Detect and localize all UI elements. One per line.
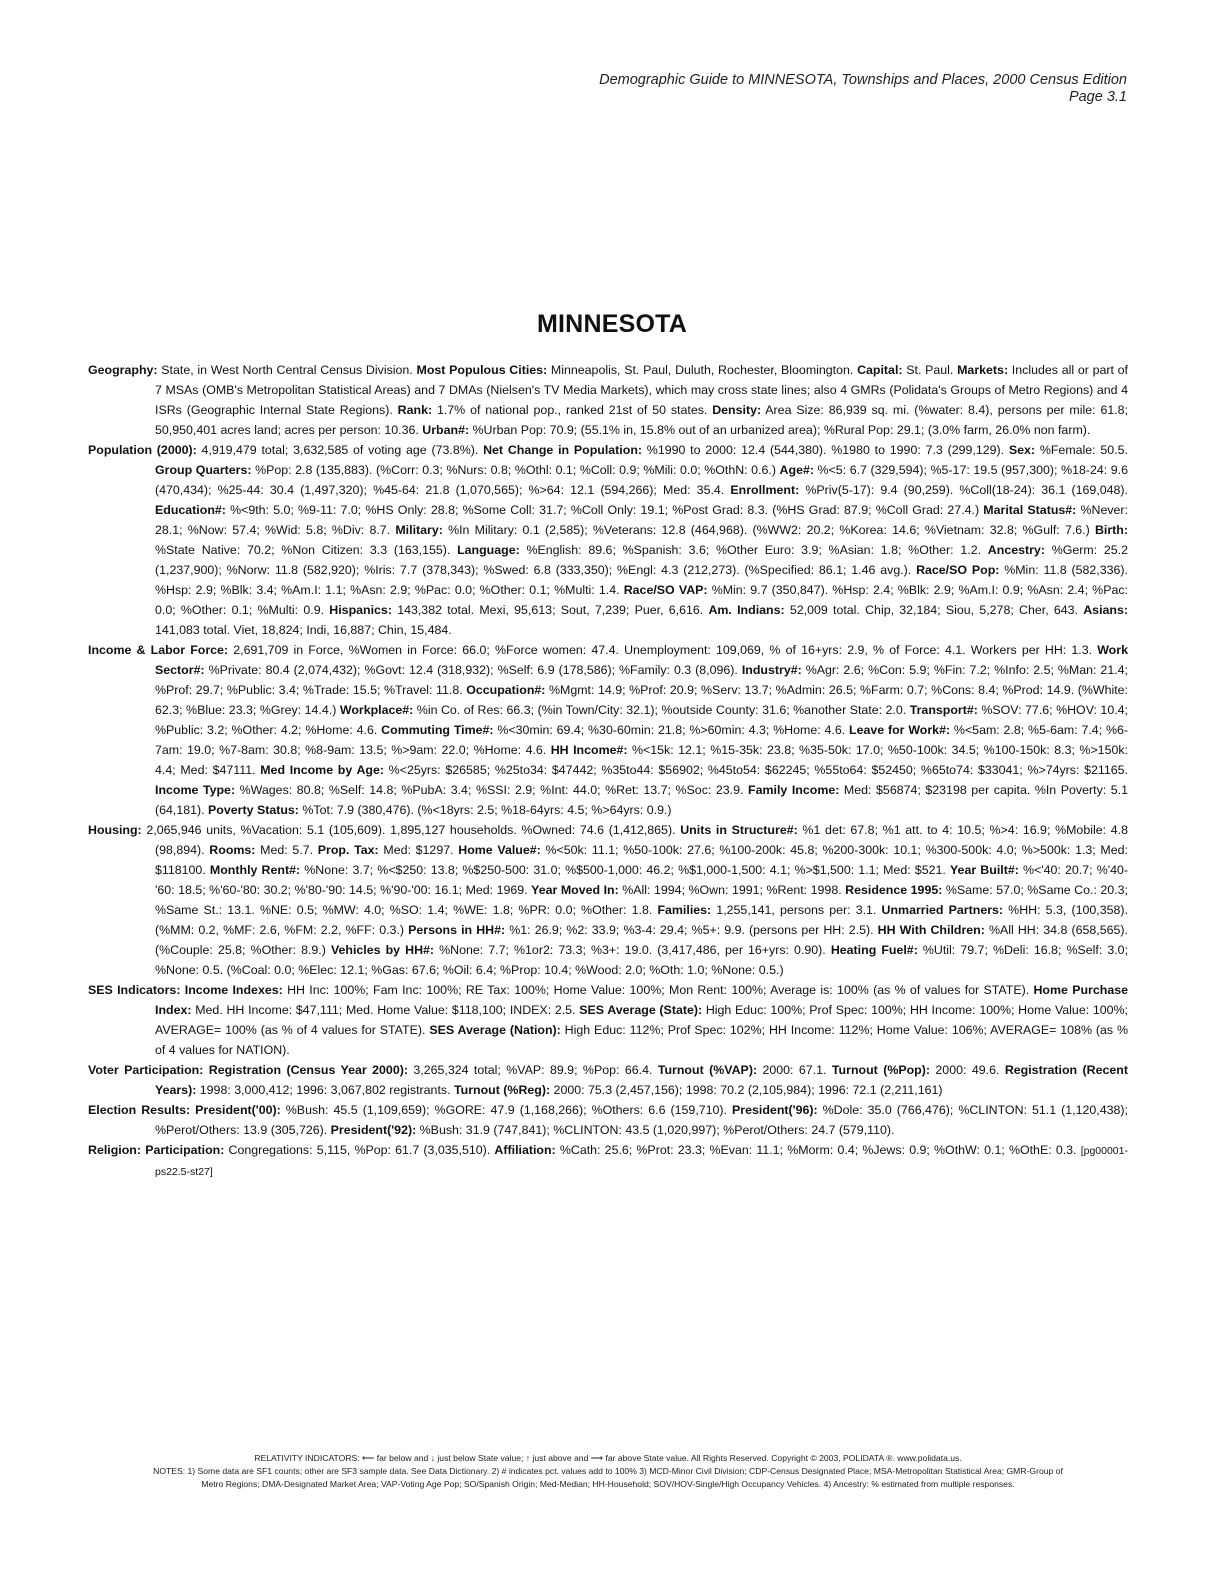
field-label: Military: [395,523,443,537]
field-label: President('92): [330,1123,417,1137]
field-value: %None: 7.7; %1or2: 73.3; %3+: 19.0. (3,417,486, per 16+yrs: 0.90). [434,943,831,957]
field-label: President('96): [732,1103,818,1117]
field-label: Race/SO VAP: [623,583,708,597]
field-value: %1990 to 2000: 12.4 (544,380). %1980 to 1990: 7.3 (299,129). [642,443,1009,457]
field-label: Family Income: [748,783,840,797]
field-label: Capital: [857,363,903,377]
field-value: %1: 26.9; %2: 33.9; %3-4: 29.4; %5+: 9.9. (persons per HH: 2.5). [505,923,878,937]
field-value: %Cath: 25.6; %Prot: 23.3; %Evan: 11.1; %Morm: 0.4; %Jews: 0.9; %OthW: 0.1; %OthE: 0.3. [555,1143,1081,1157]
field-value: Area Size: 86,939 sq. mi. (%water: 8.4), persons per mile: 61.8; 50,950,401 acres land; acres per person: 10.36. [155,403,1128,437]
field-value: 2000: 67.1. [757,1063,832,1077]
field-value: %Bush: 45.5 (1,109,659); %GORE: 47.9 (1,168,266); %Others: 6.6 (159,710). [280,1103,733,1117]
field-label: Language: [457,543,520,557]
field-value: 2000: 75.3 (2,457,156); 1998: 70.2 (2,105,984); 1996: 72.1 (2,211,161) [550,1083,943,1097]
field-value: %Urban Pop: 70.9; (55.1% in, 15.8% out of an urbanized area); %Rural Pop: 29.1; (3.0% farm, 26.0% non farm). [469,423,1091,437]
field-value: %<'40: 20.7; %'40-'60: 18.5; %'60-'80: 30.2; %'80-'90: 14.5; %'90-'00: 16.1; Med: 1969. [155,863,1128,897]
field-value: %Tot: 7.9 (380,476). (%<18yrs: 2.5; %18-64yrs: 4.5; %>64yrs: 0.9.) [298,803,672,817]
section-income-labor-force [88,640,1128,820]
field-value: 141,083 total. Viet, 18,824; Indi, 16,887; Chin, 15,484. [155,623,452,637]
field-value: %in Co. of Res: 66.3; (%in Town/City: 32.1); %outside County: 31.6; %another State: 2.0. [413,703,910,717]
section-voter-participation [88,1060,1128,1100]
field-value: %Never: 28.1; %Now: 57.4; %Wid: 5.8; %Div: 8.7. [155,503,1128,537]
profile-body [88,360,1128,1182]
field-label: Unmarried Partners: [881,903,1004,917]
field-label: Monthly Rent#: [209,863,301,877]
field-value: %Priv(5-17): 9.4 (90,259). %Coll(18-24): 36.1 (169,048). [799,483,1128,497]
field-label: SES Average (Nation): [429,1023,561,1037]
field-value: St. Paul. [902,363,958,377]
field-label: Income Indexes: [184,983,283,997]
field-label: Units in Structure#: [680,823,798,837]
field-value: Minneapolis, St. Paul, Duluth, Rochester, Bloomington. [547,363,858,377]
field-label: Registration (Census Year 2000): [208,1063,408,1077]
field-label: Rooms: [209,843,256,857]
field-label: Commuting Time#: [381,723,494,737]
field-value: High Educ: 100%; Prof Spec: 100%; HH Income: 100%; Home Value: 100%; AVERAGE= 100% (as % of 4 values for STATE). [155,1003,1129,1037]
field-value: %SOV: 77.6; %HOV: 10.4; %Public: 3.2; %Other: 4.2; %Home: 4.6. [155,703,1128,737]
field-value: 2,065,946 units, %Vacation: 5.1 (105,609). 1,895,127 households. %Owned: 74.6 (1,412,865). [146,823,681,837]
field-value: 4,919,479 total; 3,632,585 of voting age (73.8%). [201,443,484,457]
field-value: Med: 5.7. [255,843,318,857]
field-value: %<5: 6.7 (329,594); %5-17: 19.5 (957,300); %18-24: 9.6 (470,434); %25-44: 30.4 (1,497,320); %45-64: 21.8 (1,070,565); %>64: 12.1 (594,266); Med: 35.4. [155,463,1128,497]
field-label: Home Purchase Index: [155,983,1128,1017]
field-value: %Same: 57.0; %Same Co.: 20.3; %Same St.: 13.1. %NE: 0.5; %MW: 4.0; %SO: 1.4; %WE: 1.8; %PR: 0.0; %Other: 1.8. [155,883,1128,917]
field-value: High Educ: 112%; Prof Spec: 102%; HH Income: 112%; Home Value: 106%; AVERAGE= 108% (as % of 4 values for NATION). [155,1023,1128,1057]
footer-notes-continued: Metro Regions; DMA-Designated Market Area; VAP-Voting Age Pop; SO/Spanish Origin; Med-Median; HH-Household; SOV/HOV-Single/High Occupancy Vehicles. 4) Ancestry: % estimated from multiple responses. [201,1479,1015,1489]
field-label: Group Quarters: [155,463,252,477]
field-label: Am. Indians: [708,603,785,617]
field-value: Med: $56874; $23198 per capita. %In Poverty: 5.1 (64,181). [155,783,1128,817]
field-value: %Min: 11.8 (582,336). %Hsp: 2.9; %Blk: 3.4; %Am.I: 1.1; %Asn: 2.9; %Pac: 0.0; %Other: 0.1; %Multi: 1.4. [155,563,1128,597]
section-label: Geography: [88,363,158,377]
field-value: %<5am: 2.8; %5-6am: 7.4; %6-7am: 19.0; %7-8am: 30.8; %8-9am: 13.5; %>9am: 22.0; %Home: 4.6. [155,723,1129,757]
field-value: %Agr: 2.6; %Con: 5.9; %Fin: 7.2; %Info: 2.5; %Man: 21.4; %Prof: 29.7; %Public: 3.4; %Trade: 15.5; %Travel: 11.8. [155,663,1128,697]
page-title: MINNESOTA [537,310,687,338]
field-value: %1 det: 67.8; %1 att. to 4: 10.5; %>4: 16.9; %Mobile: 4.8 (98,894). [155,823,1128,857]
field-label: Markets: [957,363,1009,377]
field-value: 1.7% of national pop., ranked 21st of 50 states. [432,403,713,417]
footer-relativity-indicators: RELATIVITY INDICATORS: ⟵ far below and ↓ just below State value; ↑ just above and ⟶ far above State value. All Rights Reserved. Copyright © 2003, POLIDATA ®. www.polidata.us. [254,1453,962,1463]
field-label: Hispanics: [329,603,392,617]
section-population-2000 [88,440,1128,640]
field-label: Occupation#: [466,683,546,697]
field-value: 3,265,324 total; %VAP: 89.9; %Pop: 66.4. [407,1063,658,1077]
field-label: Age#: [779,463,814,477]
field-value: %All: 1994; %Own: 1991; %Rent: 1998. [618,883,846,897]
section-religion [88,1140,1128,1182]
field-value: %Private: 80.4 (2,074,432); %Govt: 12.4 (318,932); %Self: 6.9 (178,586); %Family: 0.3 (8,096). [204,663,742,677]
field-label: Most Populous Cities: [416,363,548,377]
field-label: Enrollment: [730,483,800,497]
section-election-results [88,1100,1128,1140]
footer-notes: NOTES: 1) Some data are SF1 counts; other are SF3 sample data. See Data Dictionary. 2) # indicates pct. values add to 100% 3) MCD-Minor Civil Division; CDP-Census Designated Place; MSA-Metropolitan Statistical Area; GMR-Group of [153,1466,1063,1476]
field-value: %Pop: 2.8 (135,883). (%Corr: 0.3; %Nurs: 0.8; %Othl: 0.1; %Coll: 0.9; %Mili: 0.0; %OthN: 0.6.) [251,463,780,477]
field-value: %Female: 50.5. [1035,443,1128,457]
field-label: Med Income by Age: [260,763,384,777]
field-label: Urban#: [422,423,470,437]
section-housing [88,820,1128,980]
field-value: %None: 3.7; %<$250: 13.8; %$250-500: 31.0; %$500-1,000: 46.2; %$1,000-1,500: 4.1; %>$1,500: 1.1; Med: $521. [300,863,950,877]
field-label: Registration (Recent Years): [155,1063,1128,1097]
field-label: Participation: [145,1143,225,1157]
field-label: President('00): [195,1103,281,1117]
field-label: Residence 1995: [845,883,943,897]
field-label: Vehicles by HH#: [330,943,435,957]
field-label: Turnout (%Pop): [831,1063,930,1077]
field-label: Year Moved In: [531,883,619,897]
field-label: Rank: [397,403,433,417]
field-label: Turnout (%Reg): [453,1083,551,1097]
field-label: HH With Children: [877,923,985,937]
field-value: %Bush: 31.9 (747,841); %CLINTON: 43.5 (1,020,997); %Perot/Others: 24.7 (579,110). [416,1123,895,1137]
field-value: %Min: 9.7 (350,847). %Hsp: 2.4; %Blk: 2.9; %Am.I: 0.9; %Asn: 2.4; %Pac: 0.0; %Other: 0.1; %Multi: 0.9. [155,583,1128,617]
page-header [599,72,1127,106]
field-label: Marital Status#: [983,503,1077,517]
field-label: HH Income#: [550,743,628,757]
field-value: 52,009 total. Chip, 32,184; Siou, 5,278; Cher, 643. [784,603,1084,617]
section-label: SES Indicators: [88,983,181,997]
field-value: Congregations: 5,115, %Pop: 61.7 (3,035,510). [224,1143,495,1157]
field-value: 143,382 total. Mexi, 95,613; Sout, 7,239; Puer, 6,616. [391,603,709,617]
field-label: Sex: [1008,443,1036,457]
field-label: Poverty Status: [208,803,299,817]
field-label: Workplace#: [339,703,414,717]
field-label: Year Built#: [949,863,1019,877]
section-geography [88,360,1128,440]
field-value: HH Inc: 100%; Fam Inc: 100%; RE Tax: 100%; Home Value: 100%; Mon Rent: 100%; Average is: 100% (as % of values for STATE). [282,983,1034,997]
field-value: %State Native: 70.2; %Non Citizen: 3.3 (163,155). [155,543,458,557]
field-label: Birth: [1094,523,1128,537]
header-page-number: Page 3.1 [1068,89,1127,105]
field-value: 1,255,141, persons per: 3.1. [711,903,882,917]
section-label: Population (2000): [88,443,197,457]
field-value: %English: 89.6; %Spanish: 3.6; %Other Euro: 3.9; %Asian: 1.8; %Other: 1.2. [519,543,988,557]
field-label: Education#: [155,503,226,517]
section-ses-indicators [88,980,1128,1060]
field-label: Ancestry: [987,543,1045,557]
field-label: Race/SO Pop: [916,563,1000,577]
field-value: %<9th: 5.0; %9-11: 7.0; %HS Only: 28.8; %Some Coll: 31.7; %Coll Only: 19.1; %Post Grad: 8.3. (%HS Grad: 87.9; %Coll Grad: 27.4.) [225,503,984,517]
field-value: 1998: 3,000,412; 1996: 3,067,802 registrants. [196,1083,454,1097]
field-value: %<50k: 11.1; %50-100k: 27.6; %100-200k: 45.8; %200-300k: 10.1; %300-500k: 4.0; %>500k: 1.3; Med: $118100. [155,843,1128,877]
field-label: Persons in HH#: [408,923,506,937]
page-footer [88,1452,1128,1491]
field-label: Home Value#: [458,843,541,857]
field-value: Med. HH Income: $47,111; Med. Home Value: $118,100; INDEX: 2.5. [191,1003,580,1017]
section-label: Election Results: [88,1103,191,1117]
field-value: 2000: 49.6. [930,1063,1005,1077]
header-title: Demographic Guide to MINNESOTA, Townships and Places, 2000 Census Edition [599,72,1127,88]
field-label: SES Average (State): [579,1003,703,1017]
section-label: Voter Participation: [88,1063,204,1077]
field-value: %<15k: 12.1; %15-35k: 23.8; %35-50k: 17.0; %50-100k: 34.5; %100-150k: 8.3; %>150k: 4.4; Med: $47111. [155,743,1128,777]
field-label: Income Type: [155,783,236,797]
field-value: Includes all or part of 7 MSAs (OMB's Metropolitan Statistical Areas) and 7 DMAs (Nielsen's TV Media Markets), which may cross state lines; also 4 GMRs (Polidata's Groups of Metro Regions) and 4 ISRs (Geographic Internal State Regions). [155,363,1128,417]
field-label: Leave for Work#: [849,723,951,737]
page-reference: [pg00001-ps22.5-st27] [155,1145,1128,1178]
section-label: Housing: [88,823,142,837]
field-value: %All HH: 34.8 (658,565). (%Couple: 25.8; %Other: 8.9.) [155,923,1128,957]
field-value: State, in West North Central Census Division. [161,363,417,377]
field-label: Prop. Tax: [317,843,379,857]
field-label: Asians: [1083,603,1128,617]
field-label: Net Change in Population: [483,443,643,457]
field-value: %Wages: 80.8; %Self: 14.8; %PubA: 3.4; %SSI: 2.9; %Int: 44.0; %Ret: 13.7; %Soc: 23.9. [235,783,749,797]
field-value: 2,691,709 in Force, %Women in Force: 66.0; %Force women: 47.4. Unemployment: 109,069, % of 16+yrs: 2.9, % of Force: 4.1. Workers per HH: 1.3. [233,643,1098,657]
field-label: Transport#: [909,703,978,717]
field-label: Work Sector#: [155,643,1128,677]
field-label: Families: [657,903,712,917]
section-label: Income & Labor Force: [88,643,229,657]
field-value: %Germ: 25.2 (1,237,900); %Norw: 11.8 (582,920); %Iris: 7.7 (378,343); %Swed: 6.8 (333,350); %Engl: 4.3 (212,273). (%Specified: 86.1; 1.46 avg.). [155,543,1128,577]
field-value: %Dole: 35.0 (766,476); %CLINTON: 51.1 (1,120,438); %Perot/Others: 13.9 (305,726). [155,1103,1128,1137]
field-value: %<30min: 69.4; %30-60min: 21.8; %>60min: 4.3; %Home: 4.6. [493,723,849,737]
field-label: Density: [712,403,762,417]
field-value: %<25yrs: $26585; %25to34: $47442; %35to44: $56902; %45to54: $62245; %55to64: $52450; %65to74: $33041; %>74yrs: $21165. [384,763,1128,777]
field-value: Med: $1297. [378,843,459,857]
field-value: %HH: 5.3, (100,358). (%MM: 0.2, %MF: 2.6, %FM: 2.2, %FF: 0.3.) [155,903,1128,937]
field-value: %Mgmt: 14.9; %Prof: 20.9; %Serv: 13.7; %Admin: 26.5; %Farm: 0.7; %Cons: 8.4; %Prod: 14.9. (%White: 62.3; %Blue: 23.3; %Grey: 14.4.) [155,683,1128,717]
field-label: Industry#: [741,663,802,677]
section-label: Religion: [88,1143,141,1157]
field-value: %Util: 79.7; %Deli: 16.8; %Self: 3.0; %None: 0.5. (%Coal: 0.0; %Elec: 12.1; %Gas: 67.6; %Oil: 6.4; %Prop: 10.4; %Wood: 2.0; %Oth: 1.0; %None: 0.5.) [155,943,1129,977]
field-value: %In Military: 0.1 (2,585); %Veterans: 12.8 (464,968). (%WW2: 20.2; %Korea: 14.6; %Vietnam: 32.8; %Gulf: 7.6.) [442,523,1095,537]
field-label: Turnout (%VAP): [657,1063,758,1077]
field-label: Affiliation: [494,1143,556,1157]
field-label: Heating Fuel#: [830,943,918,957]
